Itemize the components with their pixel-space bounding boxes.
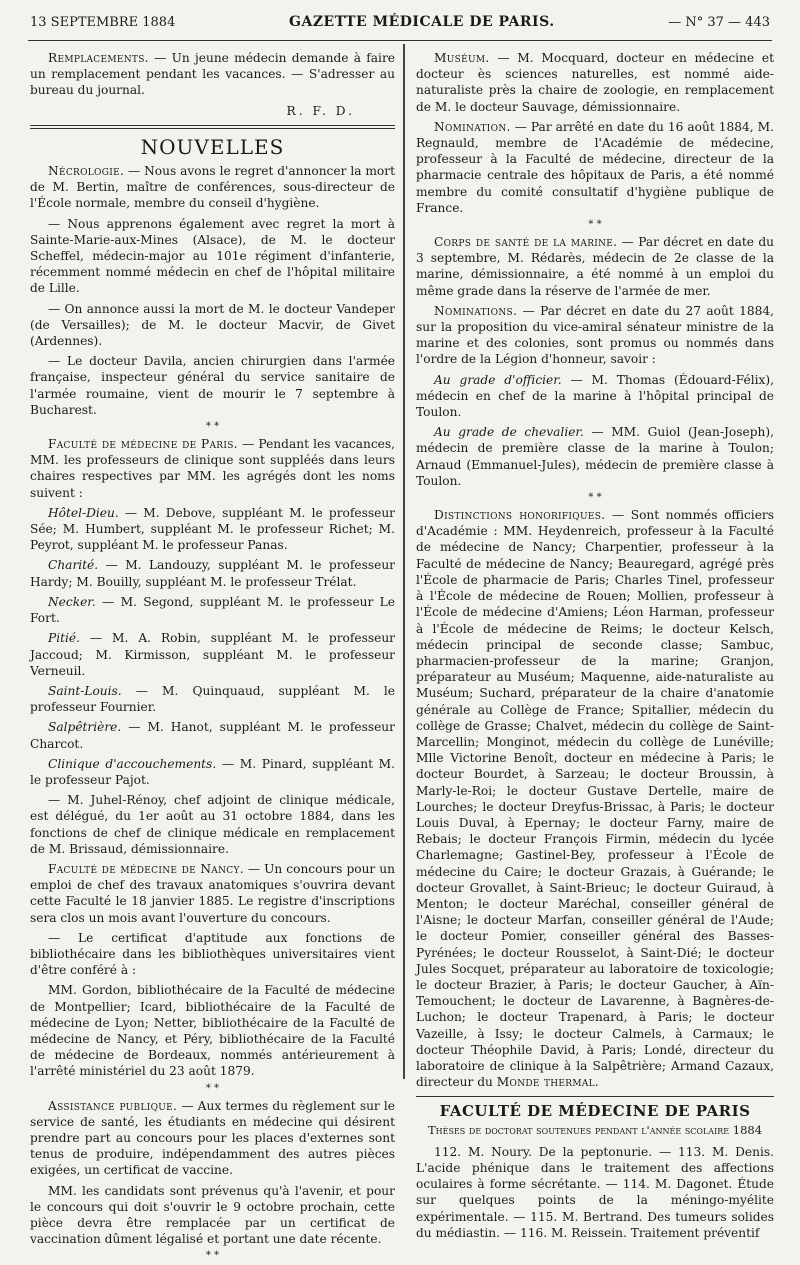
necrologie-paragraph: Nécrologie. — Nous avons le regret d'annoncer la mort de M. Bertin, maître de conférences, sous-directeur de l'École normale, membre du conseil d'hygiène. [30, 164, 395, 211]
header-title: GAZETTE MÉDICALE DE PARIS. [289, 14, 555, 30]
remplacements-paragraph: Remplacements. — Un jeune médecin demande à faire un remplacement pendant les vacances. — S'adresser au bureau du journal. [30, 51, 395, 98]
juhel-paragraph: — M. Juhel-Rénoy, chef adjoint de clinique médicale, est délégué, du 1er août au 31 octobre 1884, dans les fonctions de chef de clinique médicale en remplacement de M. Brissaud, démissionnaire. [30, 793, 395, 856]
page-header [30, 14, 770, 36]
header-date: 13 SEPTEMBRE 1884 [30, 15, 176, 30]
officier-paragraph: Au grade d'officier. — M. Thomas (Édouard-Félix), médecin en chef de la marine à l'hôpital principal de Toulon. [416, 372, 774, 420]
gordon-paragraph: MM. Gordon, bibliothécaire de la Faculté de médecine de Montpellier; Icard, bibliothécaire de la Faculté de médecine de Lyon; Netter, bibliothécaire de la Faculté de médecine de Nancy, et Péry, bibliothécaire de la Faculté de médecine de Bordeaux, nommés antérieurement à l'arrêté ministériel du 23 août 1879. [30, 983, 395, 1079]
distinctions-paragraph: Distinctions honorifiques. — Sont nommés officiers d'Académie : MM. Heydenreich, professeur à la Faculté de médecine de Nancy; Charpentier, professeur à la Faculté de médecine de Nancy; Beauregard, agrégé près l'École de pharmacie de Paris; Charles Tinel, professeur à l'École de médecine de Rouen; Mollien, professeur à l'École de médecine d'Amiens; Léon Harman, professeur à l'École de médecine de Reims; le docteur Kelsch, médecin principal de seconde classe; Sambuc, pharmacien-professeur de la marine; Granjon, préparateur au Muséum; Maquenne, aide-naturaliste au Muséum; Suchard, préparateur de la chaire d'anatomie générale au Collège de France; Spitallier, médecin du collège de Grasse; Chalvet, médecin du collège de Saint-Marcellin; Monginot, médecin du collège de Lunéville; Mlle Victorine Benoît, docteur en médecine à Paris; le docteur Bourdet, à Sarzeau; le docteur Broussin, à Marly-le-Roi; le docteur Gustave Dertelle, maire de Lourches; le docteur Dreyfus-Brissac, à Paris; le docteur Louis Duval, à Epernay; le docteur Farny, maire de Rebais; le docteur François Firmin, médecin du lycée Charlemagne; Gastinel-Bey, professeur à l'École de médecine du Caire; le docteur Grazais, à Guérande; le docteur Grovallet, à Saint-Brieuc; le docteur Guiraud, à Menton; le docteur Maréchal, conseiller général de l'Aisne; le docteur Marfan, conseiller général de l'Aude; le docteur Pomier, conseiller général des Basses-Pyrénées; le docteur Rousselot, à Saint-Dié; le docteur Jules Socquet, préparateur au laboratoire de toxicologie; le docteur Brazier, à Paris; le docteur Gaucher, à Aïn-Temouchent; le docteur de Lavarenne, à Bagnères-de-Luchon; le docteur Trapenard, à Paris; le docteur Vazeille, à Issy; le docteur Calmels, à Carmaux; le docteur Théophile David, à Paris; Londé, directeur du laboratoire de clinique à la Salpêtrière; Armand Cazaux, directeur du Monde thermal. [416, 508, 774, 1090]
faculte-section-title: FACULTÉ DE MÉDECINE DE PARIS [439, 1102, 751, 1121]
nominations-paragraph: Nominations. — Par décret en date du 27 août 1884, sur la proposition du vice-amiral sénateur ministre de la marine et des colonies, sont promus ou nommés dans l'ordre de la Légion d'honneur, savoir : [416, 303, 774, 367]
assistance-paragraph: Assistance publique. — Aux termes du règlement sur le service de santé, les étudiants en médecine qui désirent prendre part au concours pour les places d'externes sont tenus de produire, indépendamment des autres pièces exigées, un certificat de vaccine. [30, 1098, 395, 1178]
section-stars: * * [588, 492, 602, 504]
section-stars: * * [205, 1082, 220, 1094]
section-rule [416, 1096, 774, 1097]
necker-paragraph: Necker. — M. Segond, suppléant M. le professeur Le Fort. [30, 594, 395, 626]
saint-louis-paragraph: Saint-Louis. — M. Quinquaud, suppléant M. le professeur Fournier. [30, 683, 395, 715]
candidats-paragraph: MM. les candidats sont prévenus qu'à l'avenir, et pour le concours qui doit s'ouvrir le 9 octobre prochain, cette pièce devra être remplacée par un certificat de vaccination dûment légalisé et portant une date récente. [30, 1183, 395, 1247]
section-stars: * * [588, 219, 602, 231]
clinique-paragraph: Clinique d'accouchements. — M. Pinard, suppléant M. le professeur Pajot. [30, 756, 395, 787]
hotel-dieu-paragraph: Hôtel-Dieu. — M. Debove, suppléant M. le professeur Sée; M. Humbert, suppléant M. le professeur Richet; M. Peyrot, suppléant M. le professeur Panas. [30, 505, 395, 553]
section-rule [30, 125, 395, 126]
corps-sante-paragraph: Corps de santé de la marine. — Par décret en date du 3 septembre, M. Rédarès, médecin de 2e classe de la marine, démissionnaire, a été nommé à un emploi du même grade dans la réserve de l'armée de mer. [416, 235, 774, 298]
right-column [416, 50, 774, 1245]
header-rule [28, 40, 772, 41]
nouvelles-title: NOUVELLES [140, 134, 285, 159]
nomination-paragraph: Nomination. — Par arrêté en date du 16 août 1884, M. Regnauld, membre de l'Académie de médecine, professeur à la Faculté de médecine, directeur de la pharmacie centrale des hôpitaux de Paris, a été nommé membre du comité consultatif d'hygiène publique de France. [416, 119, 774, 215]
theses-paragraph: 112. M. Noury. De la peptonurie. — 113. M. Denis. L'acide phénique dans le traitement des affections oculaires à forme sécrétante. — 114. M. Dagonet. Étude sur quelques points de la méningo-myélite expérimentale. — 115. M. Bertrand. Des tumeurs solides du médiastin. — 116. M. Reissein. Traitement préventif [416, 1144, 774, 1240]
davila-paragraph: — Le docteur Davila, ancien chirurgien dans l'armée française, inspecteur général du service sanitaire de l'armée roumaine, vient de mourir le 7 septembre à Bucharest. [30, 354, 395, 417]
section-stars: * * [205, 1250, 220, 1262]
faculte-paris-paragraph: Faculté de médecine de Paris. — Pendant les vacances, MM. les professeurs de clinique sont suppléés dans leurs chaires respectives par MM. les agrégés dont les noms suivent : [30, 437, 395, 500]
scheffel-paragraph: — Nous apprenons également avec regret la mort à Sainte-Marie-aux-Mines (Alsace), de M. le docteur Scheffel, médecin-major au 101e régiment d'infanterie, récemment nommé médecin en chef de l'hôpital militaire de Lille. [30, 216, 395, 296]
column-divider [403, 44, 405, 1079]
left-column [30, 50, 395, 1265]
nancy-paragraph: Faculté de médecine de Nancy. — Un concours pour un emploi de chef des travaux anatomiques s'ouvrira devant cette Faculté le 18 janvier 1885. Le registre d'inscriptions sera clos un mois avant l'ouverture du concours. [30, 861, 395, 925]
theses-subtitle: Thèses de doctorat soutenues pendant l'année scolaire 1884 [427, 1122, 763, 1137]
charite-paragraph: Charité. — M. Landouzy, suppléant M. le professeur Hardy; M. Bouilly, suppléant M. le professeur Trélat. [30, 558, 395, 589]
salpetriere-paragraph: Salpêtrière. — M. Hanot, suppléant M. le professeur Charcot. [30, 720, 395, 751]
section-stars: * * [205, 421, 220, 433]
museum-paragraph: Muséum. — M. Mocquard, docteur en médecine et docteur ès sciences naturelles, est nommé aide-naturaliste près la chaire de zoologie, en remplacement de M. le docteur Sauvage, démissionnaire. [416, 51, 774, 114]
header-page-number: — N° 37 — 443 [668, 15, 770, 30]
chevalier-paragraph: Au grade de chevalier. — MM. Guiol (Jean-Joseph), médecin de première classe de la marine à Toulon; Arnaud (Emmanuel-Jules), médecin de première classe à Toulon. [416, 425, 774, 488]
pitie-paragraph: Pitié. — M. A. Robin, suppléant M. le professeur Jaccoud; M. Kirmisson, suppléant M. le professeur Verneuil. [30, 631, 395, 678]
section-rule [30, 128, 395, 129]
certificat-paragraph: — Le certificat d'aptitude aux fonctions de bibliothécaire dans les bibliothèques universitaires vient d'être conféré à : [30, 930, 395, 978]
signature: R. F. D. [286, 103, 355, 118]
vandeper-paragraph: — On annonce aussi la mort de M. le docteur Vandeper (de Versailles); de M. le docteur Macvir, de Givet (Ardennes). [30, 301, 395, 349]
